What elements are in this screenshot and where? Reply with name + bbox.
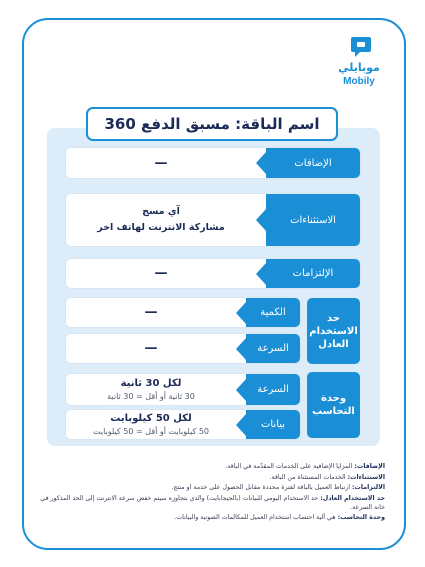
billing-speed-main: لكل 30 ثانية	[120, 378, 182, 389]
note-text: ارتباط العميل بالباقة لفترة محددة مقابل الحصول على خدمة او منتج.	[171, 484, 353, 491]
note-term: وحدة التحاسب:	[337, 514, 385, 521]
commitments-label: الإلتزامات	[266, 259, 360, 288]
fair-use-quantity-value: —	[144, 305, 158, 320]
exceptions-row	[66, 194, 360, 246]
fair-use-quantity-row	[66, 298, 300, 327]
note-text: المزايا الإضافية على الخدمات المقدّمة في الباقة.	[225, 463, 355, 470]
exceptions-label: الاستثناءات	[266, 194, 360, 246]
package-title: اسم الباقة: مسبق الدفع 360	[104, 115, 320, 133]
billing-unit-group-label: وحدة التحاسب	[307, 372, 360, 438]
commitments-row	[66, 259, 360, 288]
addons-label: الإضافات	[266, 148, 360, 178]
billing-speed-label: السرعة	[246, 374, 300, 405]
note-item	[40, 513, 385, 522]
billing-data-row	[66, 410, 300, 439]
addons-value: —	[154, 155, 168, 171]
addons-row	[66, 148, 360, 178]
note-text: حد الاستخدام اليومي للبيانات (بالجيجابايت) والذي بتجاوزه سيتم خفض سرعة الانترنت إلى الحد المذكور في خانة السرعة.	[40, 494, 385, 511]
billing-speed-sub: 30 ثانية أو أقل = 30 ثانية	[107, 392, 195, 401]
note-item	[40, 462, 385, 471]
fair-use-speed-value: —	[144, 341, 158, 356]
fair-use-quantity-label: الكمية	[246, 298, 300, 327]
note-term: الالتزامات:	[352, 484, 385, 491]
logo-arabic-text: موبايلي	[338, 61, 380, 74]
note-text: هي آلية احتساب استخدام العميل للمكالمات الصوتية والبيانات.	[174, 514, 338, 521]
package-title-banner	[86, 107, 338, 141]
billing-speed-row	[66, 374, 300, 405]
logo-english-text: Mobily	[343, 76, 375, 87]
mobily-logo	[331, 34, 387, 92]
note-text: الخدمات المستثناة من الباقة.	[269, 473, 348, 481]
billing-data-label: بيانات	[246, 410, 300, 439]
note-item	[40, 473, 385, 482]
commitments-value: —	[154, 266, 168, 281]
definitions-notes	[40, 462, 385, 524]
note-term: الاستثناءات:	[347, 473, 385, 481]
billing-data-sub: 50 كيلوبايت أو أقل = 50 كيلوبايت	[92, 427, 210, 436]
fair-use-speed-label: السرعة	[246, 334, 300, 363]
mobily-logo-icon	[349, 34, 373, 60]
note-item	[40, 494, 385, 512]
exceptions-item: مشاركة الانترنت لهاتف اخر	[97, 222, 225, 233]
exceptions-item: آي مسج	[142, 206, 180, 217]
fair-use-group-label: حد الاستخدام العادل	[307, 298, 360, 364]
fair-use-speed-row	[66, 334, 300, 363]
billing-data-main: لكل 50 كيلوبايت	[110, 413, 192, 424]
note-item	[40, 483, 385, 492]
note-term: الإضافات:	[354, 463, 385, 470]
note-term: حد الاستخدام العادل:	[320, 494, 385, 502]
